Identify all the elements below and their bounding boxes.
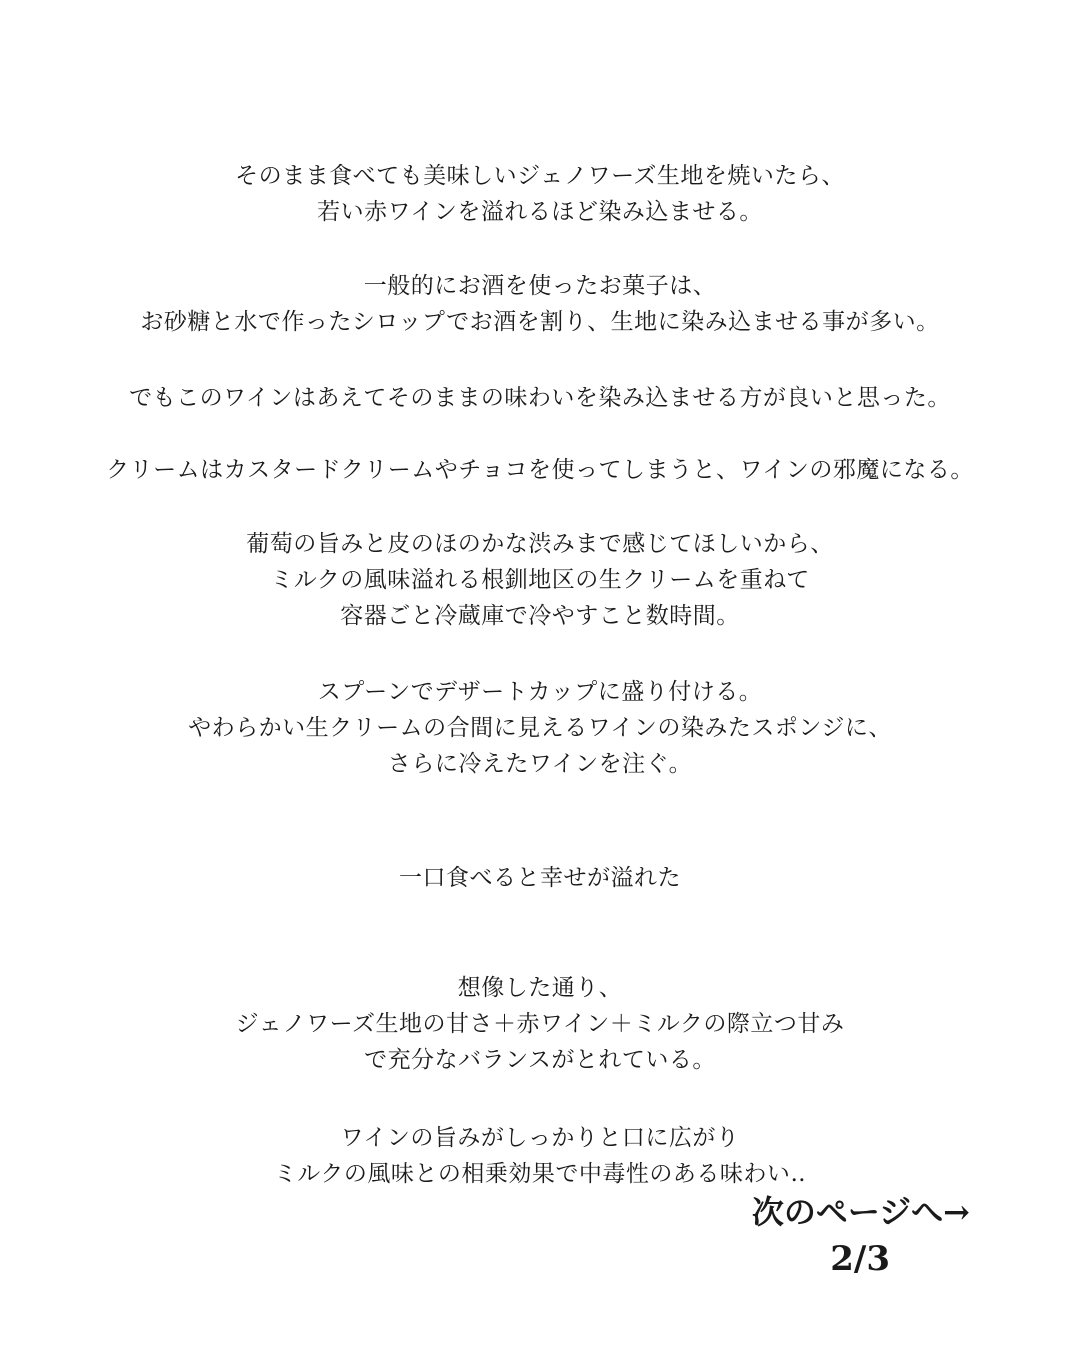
- paragraph-9: [60, 1120, 1020, 1192]
- paragraph-3: [60, 380, 1020, 416]
- text-line: 若い赤ワインを溢れるほど染み込ませる。: [317, 199, 763, 225]
- paragraph-6: [60, 674, 1020, 782]
- page-number: 2/3: [830, 1239, 890, 1279]
- paragraph-5: [60, 526, 1020, 634]
- next-page-link[interactable]: 次のページへ→: [751, 1193, 970, 1231]
- text-line: やわらかい生クリームの合間に見えるワインの染みたスポンジに、: [188, 715, 892, 741]
- paragraph-2: [60, 268, 1020, 340]
- text-line: ミルクの風味溢れる根釧地区の生クリームを重ねて: [270, 567, 810, 593]
- text-line: 一般的にお酒を使ったお菓子は、: [363, 273, 717, 299]
- text-line: ミルクの風味との相乗効果で中毒性のある味わい‥: [273, 1161, 807, 1187]
- text-line: で充分なバランスがとれている。: [364, 1047, 716, 1073]
- text-line: でもこのワインはあえてそのままの味わいを染み込ませる方が良いと思った。: [129, 385, 951, 411]
- text-line: そのまま食べても美味しいジェノワーズ生地を焼いたら、: [235, 163, 845, 189]
- paragraph-7: [60, 860, 1020, 896]
- paragraph-8: [60, 970, 1020, 1078]
- text-line: 容器ごと冷蔵庫で冷やすこと数時間。: [340, 603, 740, 629]
- text-line: クリームはカスタードクリームやチョコを使ってしまうと、ワインの邪魔になる。: [106, 457, 974, 483]
- text-line: さらに冷えたワインを注ぐ。: [387, 751, 693, 777]
- paragraph-4: [60, 452, 1020, 488]
- page-navigation: [650, 1190, 970, 1284]
- text-line: お砂糖と水で作ったシロップでお酒を割り、生地に染み込ませる事が多い。: [140, 309, 940, 335]
- text-line: 一口食べると幸せが溢れた: [399, 865, 681, 891]
- text-line: スプーンでデザートカップに盛り付ける。: [317, 679, 763, 705]
- text-line: 想像した通り、: [457, 975, 623, 1001]
- text-line: ジェノワーズ生地の甘さ＋赤ワイン＋ミルクの際立つ甘み: [235, 1011, 845, 1037]
- paragraph-1: [60, 158, 1020, 230]
- text-line: ワインの旨みがしっかりと口に広がり: [340, 1125, 740, 1151]
- text-line: 葡萄の旨みと皮のほのかな渋みまで感じてほしいから、: [246, 531, 834, 557]
